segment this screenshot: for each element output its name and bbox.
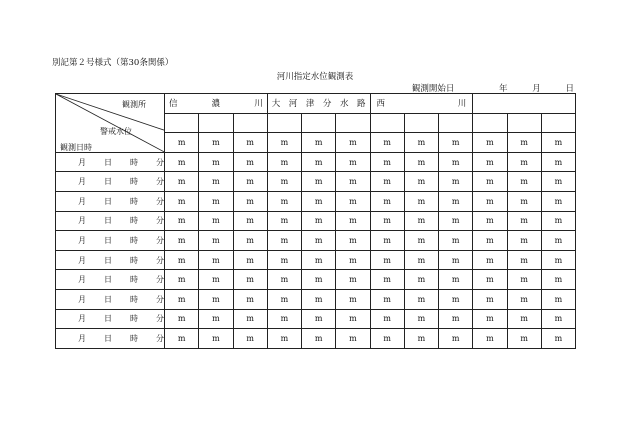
water-level-cell[interactable]: m [473,211,507,231]
water-level-cell[interactable]: m [370,231,404,251]
water-level-cell[interactable]: m [233,231,267,251]
water-level-cell[interactable]: m [267,309,301,329]
datetime-unit-label: 分 [156,235,164,245]
datetime-unit-label: 月 [78,177,86,187]
obs-datetime-header-label: 観測日時 [60,143,92,152]
water-level-cell[interactable]: m [165,250,199,270]
water-level-cell[interactable]: m [199,191,233,211]
water-level-cell[interactable]: m [302,172,336,192]
river-name [371,97,473,109]
start-month-unit: 月 [532,84,541,94]
water-level-cell[interactable]: m [439,289,473,309]
water-level-cell[interactable]: m [473,172,507,192]
unit-cell: m [302,133,336,153]
datetime-labels [56,215,164,226]
obs-datetime-cell[interactable] [56,191,165,211]
datetime-unit-label: 分 [156,333,164,343]
water-level-cell[interactable]: m [507,289,541,309]
datetime-unit-label: 日 [104,314,112,324]
unit-cell: m [199,133,233,153]
datetime-unit-label: 日 [104,235,112,245]
water-level-cell[interactable]: m [165,329,199,349]
warning-level-cell[interactable] [507,113,541,133]
warning-level-cell[interactable] [439,113,473,133]
water-level-cell[interactable]: m [336,211,370,231]
unit-cell: m [267,133,301,153]
obs-datetime-cell[interactable] [56,289,165,309]
water-level-cell[interactable]: m [302,191,336,211]
header-corner-cell [56,94,165,153]
water-level-cell[interactable]: m [267,270,301,290]
start-date-label: 観測開始日 [411,84,455,94]
warning-level-header-label: 警戒水位 [100,127,132,136]
water-level-cell[interactable]: m [404,231,438,251]
water-level-cell[interactable]: m [165,231,199,251]
water-level-cell[interactable]: m [267,211,301,231]
start-year-unit: 年 [499,84,508,94]
river-name-cell [473,94,576,114]
datetime-unit-label: 時 [130,275,138,285]
water-level-cell[interactable]: m [439,270,473,290]
unit-cell: m [404,133,438,153]
water-level-cell[interactable]: m [404,172,438,192]
water-level-cell[interactable]: m [199,270,233,290]
water-level-cell[interactable]: m [370,152,404,172]
river-name-char: 川 [457,99,467,110]
water-level-cell[interactable]: m [336,329,370,349]
water-level-cell[interactable]: m [370,329,404,349]
water-level-cell[interactable]: m [507,152,541,172]
water-level-cell[interactable]: m [336,231,370,251]
water-level-cell[interactable]: m [336,270,370,290]
datetime-unit-label: 月 [78,333,86,343]
datetime-unit-label: 分 [156,255,164,265]
datetime-unit-label: 時 [130,235,138,245]
datetime-labels [56,255,164,266]
warning-level-cell[interactable] [302,113,336,133]
datetime-unit-label: 時 [130,177,138,187]
water-level-cell[interactable]: m [302,231,336,251]
warning-level-cell[interactable] [473,113,507,133]
datetime-labels [56,176,164,187]
datetime-unit-label: 時 [130,157,138,167]
datetime-unit-label: 分 [156,294,164,304]
water-level-cell[interactable]: m [302,270,336,290]
datetime-unit-label: 月 [78,275,86,285]
warning-level-cell[interactable] [165,113,199,133]
water-level-cell[interactable]: m [473,329,507,349]
water-level-cell[interactable]: m [302,250,336,270]
river-name-cell [267,94,370,114]
water-level-cell[interactable]: m [473,289,507,309]
datetime-unit-label: 日 [104,196,112,206]
water-level-cell[interactable]: m [404,211,438,231]
water-level-cell[interactable]: m [541,250,575,270]
water-level-cell[interactable]: m [199,152,233,172]
water-level-cell[interactable]: m [404,191,438,211]
datetime-unit-label: 月 [78,216,86,226]
obs-datetime-cell[interactable] [56,270,165,290]
water-level-cell[interactable]: m [233,152,267,172]
water-level-cell[interactable]: m [507,231,541,251]
obs-datetime-cell[interactable] [56,329,165,349]
observation-table [55,93,576,349]
water-level-cell[interactable]: m [165,191,199,211]
water-level-cell[interactable]: m [541,231,575,251]
water-level-cell[interactable]: m [541,329,575,349]
water-level-cell[interactable]: m [473,231,507,251]
river-name-char: 分 [322,99,332,110]
datetime-unit-label: 時 [130,294,138,304]
water-level-cell[interactable]: m [199,309,233,329]
river-name-cell [370,94,473,114]
river-name [268,97,370,109]
datetime-unit-label: 日 [104,157,112,167]
warning-level-cell[interactable] [267,113,301,133]
river-name-char: 路 [356,99,366,110]
water-level-cell[interactable]: m [404,270,438,290]
river-name-char: 信 [169,99,178,110]
river-name-cell [165,94,268,114]
datetime-unit-label: 分 [156,196,164,206]
water-level-cell[interactable]: m [267,191,301,211]
warning-level-cell[interactable] [404,113,438,133]
datetime-labels [56,157,164,168]
water-level-cell[interactable]: m [370,172,404,192]
river-name-char: 河 [288,99,298,110]
warning-level-cell[interactable] [199,113,233,133]
water-level-cell[interactable]: m [302,329,336,349]
water-level-cell[interactable]: m [199,211,233,231]
unit-cell: m [541,133,575,153]
water-level-cell[interactable]: m [267,329,301,349]
datetime-unit-label: 月 [78,294,86,304]
water-level-cell[interactable]: m [404,329,438,349]
water-level-cell[interactable]: m [233,250,267,270]
datetime-unit-label: 月 [78,235,86,245]
water-level-cell[interactable]: m [473,250,507,270]
water-level-cell[interactable]: m [267,152,301,172]
water-level-cell[interactable]: m [541,191,575,211]
river-name [165,97,267,109]
water-level-cell[interactable]: m [370,191,404,211]
water-level-cell[interactable]: m [439,250,473,270]
water-level-cell[interactable]: m [302,289,336,309]
datetime-unit-label: 分 [156,177,164,187]
water-level-cell[interactable]: m [165,211,199,231]
water-level-cell[interactable]: m [473,191,507,211]
water-level-cell[interactable]: m [439,329,473,349]
water-level-cell[interactable]: m [507,172,541,192]
water-level-cell[interactable]: m [541,309,575,329]
datetime-unit-label: 時 [130,333,138,343]
water-level-cell[interactable]: m [233,309,267,329]
table-row [56,309,576,329]
water-level-cell[interactable]: m [473,152,507,172]
river-name-char: 西 [376,99,386,110]
page-title: 河川指定水位観測表 [276,72,354,82]
datetime-unit-label: 月 [78,314,86,324]
unit-cell: m [507,133,541,153]
datetime-unit-label: 分 [156,157,164,167]
water-level-cell[interactable]: m [507,211,541,231]
warning-level-cell[interactable] [370,113,404,133]
water-level-cell[interactable]: m [541,211,575,231]
table-row [56,329,576,349]
water-level-cell[interactable]: m [165,289,199,309]
datetime-labels [56,313,164,324]
table-row [56,152,576,172]
datetime-unit-label: 日 [104,275,112,285]
form-label: 別記第２号様式（第30条関係） [52,58,174,68]
water-level-cell[interactable]: m [199,250,233,270]
start-day-unit: 日 [565,84,574,94]
water-level-cell[interactable]: m [267,250,301,270]
water-level-cell[interactable]: m [439,211,473,231]
datetime-labels [56,274,164,285]
water-level-cell[interactable]: m [541,270,575,290]
obs-datetime-cell[interactable] [56,309,165,329]
water-level-cell[interactable]: m [370,211,404,231]
obs-datetime-cell[interactable] [56,172,165,192]
header-row-rivers [56,94,576,114]
table-row [56,211,576,231]
datetime-labels [56,196,164,207]
water-level-cell[interactable]: m [404,289,438,309]
water-level-cell[interactable]: m [507,309,541,329]
water-level-cell[interactable]: m [439,231,473,251]
water-level-cell[interactable]: m [199,289,233,309]
water-level-cell[interactable]: m [233,172,267,192]
table-row [56,172,576,192]
warning-level-cell[interactable] [233,113,267,133]
river-name-char: 水 [339,99,349,110]
table-row [56,289,576,309]
water-level-cell[interactable]: m [507,191,541,211]
water-level-cell[interactable]: m [541,289,575,309]
water-level-cell[interactable]: m [165,309,199,329]
water-level-cell[interactable]: m [473,270,507,290]
water-level-cell[interactable]: m [439,309,473,329]
warning-level-cell[interactable] [541,113,575,133]
water-level-cell[interactable]: m [439,191,473,211]
datetime-unit-label: 分 [156,314,164,324]
unit-cell: m [473,133,507,153]
water-level-cell[interactable]: m [302,152,336,172]
datetime-unit-label: 時 [130,216,138,226]
datetime-unit-label: 日 [104,294,112,304]
table-row [56,270,576,290]
water-level-cell[interactable]: m [233,270,267,290]
unit-cell: m [165,133,199,153]
water-level-cell[interactable]: m [404,250,438,270]
obs-datetime-cell[interactable] [56,250,165,270]
datetime-unit-label: 分 [156,216,164,226]
water-level-cell[interactable]: m [541,172,575,192]
unit-cell: m [336,133,370,153]
obs-datetime-cell[interactable] [56,231,165,251]
water-level-cell[interactable]: m [267,172,301,192]
river-name-char: 濃 [211,99,221,110]
datetime-unit-label: 月 [78,255,86,265]
water-level-cell[interactable]: m [507,250,541,270]
water-level-cell[interactable]: m [199,231,233,251]
water-level-cell[interactable]: m [473,309,507,329]
water-level-cell[interactable]: m [165,172,199,192]
datetime-unit-label: 日 [104,177,112,187]
water-level-cell[interactable]: m [507,270,541,290]
datetime-unit-label: 日 [104,216,112,226]
warning-level-cell[interactable] [336,113,370,133]
water-level-cell[interactable]: m [370,309,404,329]
water-level-cell[interactable]: m [507,329,541,349]
unit-cell: m [370,133,404,153]
water-level-cell[interactable]: m [199,329,233,349]
table-row [56,231,576,251]
datetime-unit-label: 月 [78,157,86,167]
water-level-cell[interactable]: m [336,152,370,172]
station-header-label: 観測所 [122,100,146,109]
water-level-cell[interactable]: m [165,270,199,290]
water-level-cell[interactable]: m [336,289,370,309]
water-level-cell[interactable]: m [439,172,473,192]
water-level-cell[interactable]: m [302,309,336,329]
water-level-cell[interactable]: m [370,250,404,270]
water-level-cell[interactable]: m [233,211,267,231]
water-level-cell[interactable]: m [267,289,301,309]
table-row [56,250,576,270]
datetime-labels [56,235,164,246]
water-level-cell[interactable]: m [439,152,473,172]
unit-cell: m [233,133,267,153]
water-level-cell[interactable]: m [302,211,336,231]
unit-cell: m [439,133,473,153]
water-level-cell[interactable]: m [336,191,370,211]
water-level-cell[interactable]: m [370,289,404,309]
water-level-cell[interactable]: m [336,309,370,329]
datetime-unit-label: 月 [78,196,86,206]
water-level-cell[interactable]: m [336,172,370,192]
datetime-labels [56,333,164,344]
datetime-unit-label: 時 [130,255,138,265]
river-name-char: 津 [305,99,315,110]
water-level-cell[interactable]: m [404,309,438,329]
datetime-labels [56,294,164,305]
obs-datetime-cell[interactable] [56,152,165,172]
water-level-cell[interactable]: m [165,152,199,172]
water-level-cell[interactable]: m [541,152,575,172]
obs-datetime-cell[interactable] [56,211,165,231]
datetime-unit-label: 日 [104,333,112,343]
river-name-char: 川 [254,99,263,110]
water-level-cell[interactable]: m [267,231,301,251]
water-level-cell[interactable]: m [233,329,267,349]
datetime-unit-label: 時 [130,314,138,324]
water-level-cell[interactable]: m [336,250,370,270]
datetime-unit-label: 時 [130,196,138,206]
table-row [56,191,576,211]
water-level-cell[interactable]: m [233,289,267,309]
datetime-unit-label: 分 [156,275,164,285]
water-level-cell[interactable]: m [233,191,267,211]
water-level-cell[interactable]: m [199,172,233,192]
water-level-cell[interactable]: m [404,152,438,172]
river-name-char: 大 [271,99,281,110]
datetime-unit-label: 日 [104,255,112,265]
water-level-cell[interactable]: m [370,270,404,290]
